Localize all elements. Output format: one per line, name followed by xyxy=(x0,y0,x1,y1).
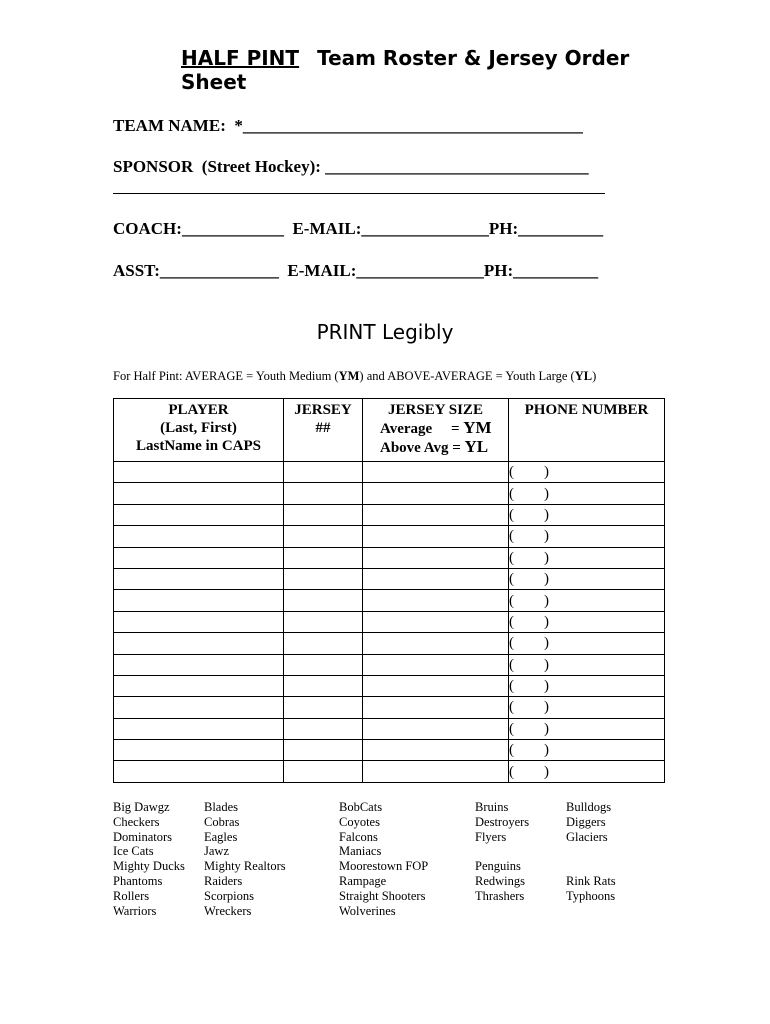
player-name-cell[interactable] xyxy=(114,740,284,761)
player-name-cell[interactable] xyxy=(114,654,284,675)
team-name: Wolverines xyxy=(339,903,396,918)
phone-number-cell[interactable]: ( ) xyxy=(509,590,665,611)
jersey-size-cell[interactable] xyxy=(363,611,509,632)
jersey-size-cell[interactable] xyxy=(363,654,509,675)
team-name: Dominators xyxy=(113,829,173,844)
team-name: Blades xyxy=(204,800,239,814)
player-name-cell[interactable] xyxy=(114,675,284,696)
team-name: Rollers xyxy=(113,888,150,903)
table-row xyxy=(114,483,665,504)
table-row xyxy=(114,547,665,568)
team-name: Bruins xyxy=(475,800,509,814)
table-row xyxy=(114,740,665,761)
table-row xyxy=(114,611,665,632)
size-above-value: YL xyxy=(464,437,489,456)
jersey-size-cell[interactable] xyxy=(363,590,509,611)
phone-number-cell[interactable]: ( ) xyxy=(509,483,665,504)
jersey-number-cell[interactable] xyxy=(284,697,363,718)
jersey-size-cell[interactable] xyxy=(363,568,509,589)
assistant-field[interactable]: ASST:______________ E-MAIL:_______________PH:__________ xyxy=(113,261,599,280)
jersey-size-cell[interactable] xyxy=(363,547,509,568)
sponsor-field[interactable]: SPONSOR (Street Hockey): _______________________________ xyxy=(113,157,589,176)
phone-column-header xyxy=(509,399,665,462)
team-list-column-1 xyxy=(113,800,185,918)
team-name: Rampage xyxy=(339,873,387,888)
size-average-value: YM xyxy=(463,418,492,437)
table-row xyxy=(114,462,665,483)
phone-number-cell[interactable]: ( ) xyxy=(509,526,665,547)
team-name: Phantoms xyxy=(113,873,163,888)
phone-number-cell[interactable]: ( ) xyxy=(509,740,665,761)
table-row xyxy=(114,590,665,611)
table-row xyxy=(114,654,665,675)
team-name xyxy=(475,904,529,919)
team-list-column-2 xyxy=(204,800,286,918)
table-row xyxy=(114,568,665,589)
team-name: Glaciers xyxy=(566,829,608,844)
jersey-size-cell[interactable] xyxy=(363,697,509,718)
team-name: Bulldogs xyxy=(566,800,612,814)
phone-number-cell[interactable]: ( ) xyxy=(509,675,665,696)
jersey-size-cell[interactable] xyxy=(363,740,509,761)
note-yl: YL xyxy=(574,369,593,383)
phone-number-cell[interactable]: ( ) xyxy=(509,568,665,589)
jersey-number-cell[interactable] xyxy=(284,740,363,761)
team-name: Ice Cats xyxy=(113,844,154,859)
note-middle: ) and ABOVE-AVERAGE = Youth Large ( xyxy=(359,369,575,383)
jersey-number-cell[interactable] xyxy=(284,675,363,696)
player-header-line: (Last, First) xyxy=(160,420,237,436)
team-name: Maniacs xyxy=(339,844,382,859)
team-name: Checkers xyxy=(113,814,160,829)
roster-body xyxy=(114,462,665,783)
player-name-cell[interactable] xyxy=(114,504,284,525)
player-name-cell[interactable] xyxy=(114,633,284,654)
jersey-size-column-header xyxy=(363,399,509,462)
jersey-number-cell[interactable] xyxy=(284,718,363,739)
size-above-label: Above Avg = xyxy=(380,440,465,456)
team-name: Moorestown FOP xyxy=(339,859,429,874)
jersey-number-cell[interactable] xyxy=(284,761,363,782)
player-name-cell[interactable] xyxy=(114,611,284,632)
team-name: Typhoons xyxy=(566,888,616,903)
team-list-column-5 xyxy=(566,800,616,918)
sponsor-second-line[interactable] xyxy=(113,193,605,194)
jersey-number-cell[interactable] xyxy=(284,547,363,568)
team-name xyxy=(475,844,529,859)
jersey-number-cell[interactable] xyxy=(284,568,363,589)
table-row xyxy=(114,633,665,654)
jersey-size-cell[interactable] xyxy=(363,718,509,739)
team-name: Rink Rats xyxy=(566,873,616,888)
table-row xyxy=(114,675,665,696)
team-name: Scorpions xyxy=(204,888,254,903)
jersey-number-cell[interactable] xyxy=(284,611,363,632)
table-row xyxy=(114,761,665,782)
team-name: Raiders xyxy=(204,873,243,888)
phone-number-cell[interactable]: ( ) xyxy=(509,462,665,483)
team-name: Mighty Realtors xyxy=(204,859,286,874)
note-ym: YM xyxy=(338,369,360,383)
team-list-column-3 xyxy=(339,800,428,918)
print-legibly-heading: PRINT Legibly xyxy=(316,320,454,344)
team-name: Coyotes xyxy=(339,814,380,829)
phone-number-cell[interactable]: ( ) xyxy=(509,654,665,675)
team-name xyxy=(566,844,616,859)
title-half-pint: HALF PINT xyxy=(181,46,300,70)
phone-number-cell[interactable]: ( ) xyxy=(509,633,665,654)
team-name-field[interactable]: TEAM NAME: *________________________________________ xyxy=(113,116,583,135)
size-note xyxy=(113,368,596,384)
jersey-size-cell[interactable] xyxy=(363,633,509,654)
size-header-title: JERSEY SIZE xyxy=(388,402,483,418)
team-name xyxy=(566,859,616,874)
size-average-label: Average = xyxy=(380,421,464,437)
jersey-number-cell[interactable] xyxy=(284,590,363,611)
player-name-cell[interactable] xyxy=(114,483,284,504)
table-row xyxy=(114,526,665,547)
coach-field[interactable]: COACH:____________ E-MAIL:_______________PH:__________ xyxy=(113,219,604,238)
team-name: Cobras xyxy=(204,814,240,829)
phone-number-cell[interactable]: ( ) xyxy=(509,761,665,782)
jersey-size-cell[interactable] xyxy=(363,462,509,483)
team-name: Warriors xyxy=(113,903,157,918)
jersey-size-cell[interactable] xyxy=(363,526,509,547)
team-name: Penguins xyxy=(475,859,521,874)
phone-number-cell[interactable]: ( ) xyxy=(509,611,665,632)
team-name xyxy=(566,904,616,919)
table-row xyxy=(114,504,665,525)
page-title xyxy=(181,46,661,94)
title-rest: Team Roster & Jersey Order Sheet xyxy=(181,46,630,94)
team-name: Falcons xyxy=(339,829,378,844)
jersey-size-cell[interactable] xyxy=(363,483,509,504)
roster-table xyxy=(113,398,665,783)
note-suffix: ) xyxy=(592,369,597,383)
size-header-average xyxy=(363,419,508,438)
player-name-cell[interactable] xyxy=(114,568,284,589)
team-name: Thrashers xyxy=(475,888,525,903)
team-list-column-4 xyxy=(475,800,529,918)
phone-number-cell[interactable]: ( ) xyxy=(509,504,665,525)
jersey-number-cell[interactable] xyxy=(284,462,363,483)
player-name-cell[interactable] xyxy=(114,526,284,547)
jersey-number-cell[interactable] xyxy=(284,526,363,547)
table-row xyxy=(114,718,665,739)
player-header-line: LastName in CAPS xyxy=(135,438,261,454)
jersey-header-line: JERSEY xyxy=(294,402,352,418)
jersey-size-cell[interactable] xyxy=(363,761,509,782)
team-name: Eagles xyxy=(204,829,238,844)
jersey-size-cell[interactable] xyxy=(363,504,509,525)
team-name: Straight Shooters xyxy=(339,888,426,903)
phone-number-cell[interactable]: ( ) xyxy=(509,697,665,718)
jersey-size-cell[interactable] xyxy=(363,675,509,696)
player-name-cell[interactable] xyxy=(114,590,284,611)
team-name: Big Dawgz xyxy=(113,800,170,814)
team-name: Jawz xyxy=(204,844,229,859)
player-name-cell[interactable] xyxy=(114,462,284,483)
player-name-cell[interactable] xyxy=(114,761,284,782)
size-header-above xyxy=(363,438,508,457)
team-name: Mighty Ducks xyxy=(113,859,185,874)
team-name: Redwings xyxy=(475,873,525,888)
player-name-cell[interactable] xyxy=(114,718,284,739)
player-column-header xyxy=(114,399,284,462)
phone-number-cell[interactable]: ( ) xyxy=(509,547,665,568)
player-name-cell[interactable] xyxy=(114,547,284,568)
team-name: Wreckers xyxy=(204,903,252,918)
jersey-number-cell[interactable] xyxy=(284,483,363,504)
jersey-number-cell[interactable] xyxy=(284,633,363,654)
player-name-cell[interactable] xyxy=(114,697,284,718)
player-header-line: PLAYER xyxy=(168,402,229,418)
note-prefix: For Half Pint: AVERAGE = Youth Medium ( xyxy=(113,369,339,383)
roster-header-row xyxy=(114,399,665,462)
team-name: Flyers xyxy=(475,829,507,844)
phone-number-cell[interactable]: ( ) xyxy=(509,718,665,739)
team-name: BobCats xyxy=(339,800,383,814)
jersey-number-cell[interactable] xyxy=(284,504,363,525)
jersey-column-header xyxy=(284,399,363,462)
jersey-number-cell[interactable] xyxy=(284,654,363,675)
table-row xyxy=(114,697,665,718)
phone-header-label: PHONE NUMBER xyxy=(524,402,649,418)
team-name: Diggers xyxy=(566,814,606,829)
jersey-header-line: ## xyxy=(315,420,331,436)
team-name: Destroyers xyxy=(475,814,530,829)
